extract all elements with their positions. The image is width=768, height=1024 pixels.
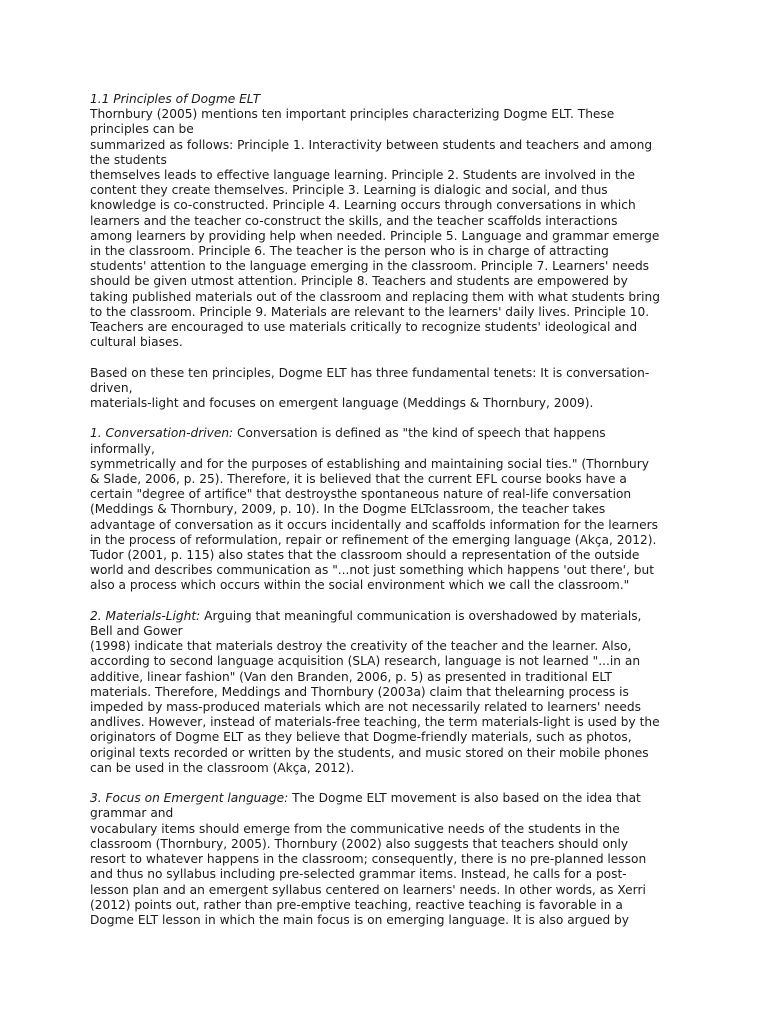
text-line: Dogme ELT lesson in which the main focus is on emerging language. It is also argued by	[90, 912, 629, 927]
tenets-paragraph	[90, 366, 690, 412]
text-line: additive, linear fashion" (Van den Branden, 2006, p. 5) as presented in traditional ELT	[90, 669, 612, 684]
text-line: & Slade, 2006, p. 25). Therefore, it is believed that the current EFL course books have a	[90, 472, 627, 487]
text-line: themselves leads to effective language learning. Principle 2. Students are involved in the	[90, 168, 635, 183]
text-line: andlives. However, instead of materials-free teaching, the term materials-light is used by the	[90, 715, 660, 730]
paragraph-gap	[90, 411, 690, 426]
text-line: impeded by mass-produced materials which are not necessarily related to learners' needs	[90, 700, 642, 715]
emergent-language-title: 3. Focus on Emergent language:	[90, 791, 289, 806]
text-line: (2012) points out, rather than pre-emptive teaching, reactive teaching is favorable in a	[90, 897, 623, 912]
text-line: also a process which occurs within the social environment which we call the classroom."	[90, 578, 630, 593]
conversation-driven-paragraph	[90, 426, 690, 593]
paragraph-first-line	[90, 609, 690, 624]
text-line: grammar and	[90, 806, 174, 821]
text-line: materials-light and focuses on emergent language (Meddings & Thornbury, 2009).	[90, 396, 594, 411]
text-line: summarized as follows: Principle 1. Interactivity between students and teachers and among	[90, 137, 653, 152]
text-line: certain "degree of artifice" that destroysthe spontaneous nature of real-life conversation	[90, 487, 632, 502]
text-line: classroom (Thornbury, 2005). Thornbury (2002) also suggests that teachers should only	[90, 836, 629, 851]
text-line: original texts recorded or written by the students, and music stored on their mobile phones	[90, 745, 649, 760]
text-line: (1998) indicate that materials destroy the creativity of the teacher and the learner. Also,	[90, 639, 632, 654]
text-line: taking published materials out of the classroom and replacing them with what students bring	[90, 289, 661, 304]
text-line: Teachers are encouraged to use materials critically to recognize students' ideological and	[90, 320, 638, 335]
paragraph-first-line	[90, 426, 690, 441]
paragraph-gap	[90, 350, 690, 365]
conversation-driven-title: 1. Conversation-driven:	[90, 426, 234, 441]
paragraph-first-line	[90, 791, 690, 806]
text-line: lesson plan and an emergent syllabus centered on learners' needs. In other words, as Xerri	[90, 882, 646, 897]
text-line: Bell and Gower	[90, 624, 183, 639]
text-line: and thus no syllabus including pre-selected grammar items. Instead, he calls for a post-	[90, 867, 627, 882]
text-line: in the classroom. Principle 6. The teacher is the person who is in charge of attracting	[90, 244, 609, 259]
text-line: according to second language acquisition (SLA) research, language is not learned "...in an	[90, 654, 641, 669]
text-line: Tudor (2001, p. 115) also states that the classroom should a representation of the outside	[90, 548, 640, 563]
text-line: Based on these ten principles, Dogme ELT has three fundamental tenets: It is conversation-	[90, 365, 650, 380]
text-line: Thornbury (2005) mentions ten important principles characterizing Dogme ELT. These	[90, 107, 615, 122]
text-line: the students	[90, 152, 167, 167]
materials-light-paragraph	[90, 609, 690, 776]
text-line: should be given utmost attention. Principle 8. Teachers and students are empowered by	[90, 274, 628, 289]
text-line: knowledge is co-constructed. Principle 4. Learning occurs through conversations in which	[90, 198, 636, 213]
text-line: driven,	[90, 380, 133, 395]
text-line: in the process of reformulation, repair or refinement of the emerging language (Akça, 2012).	[90, 532, 657, 547]
text-line: to the classroom. Principle 9. Materials are relevant to the learners' daily lives. Principle 10.	[90, 304, 650, 319]
text-line: informally,	[90, 441, 155, 456]
text-line: symmetrically and for the purposes of establishing and maintaining social ties." (Thornbury	[90, 456, 649, 471]
text-line: originators of Dogme ELT as they believe that Dogme-friendly materials, such as photos,	[90, 730, 632, 745]
text-line: world and describes communication as "...not just something which happens 'out there', but	[90, 563, 655, 578]
text-line: can be used in the classroom (Akça, 2012).	[90, 760, 355, 775]
text-line: (Meddings & Thornbury, 2009, p. 10). In the Dogme ELTclassroom, the teacher takes	[90, 502, 606, 517]
materials-light-title: 2. Materials-Light:	[90, 608, 201, 623]
text-line: among learners by providing help when needed. Principle 5. Language and grammar emerge	[90, 228, 660, 243]
section-heading: 1.1 Principles of Dogme ELT	[90, 92, 261, 106]
paragraph-gap	[90, 594, 690, 609]
first-line-text: Arguing that meaningful communication is overshadowed by materials,	[200, 608, 642, 623]
text-line: content they create themselves. Principle 3. Learning is dialogic and social, and thus	[90, 183, 608, 198]
text-line: advantage of conversation as it occurs incidentally and scaffolds information for the learners	[90, 517, 659, 532]
emergent-language-paragraph	[90, 791, 690, 928]
paragraph-gap	[90, 776, 690, 791]
intro-paragraph	[90, 107, 690, 350]
text-line: materials. Therefore, Meddings and Thornbury (2003a) claim that thelearning process is	[90, 684, 629, 699]
first-line-text: Conversation is defined as "the kind of speech that happens	[233, 426, 606, 441]
text-line: cultural biases.	[90, 335, 183, 350]
text-line: students' attention to the language emerging in the classroom. Principle 7. Learners' needs	[90, 259, 650, 274]
text-line: resort to whatever happens in the classroom; consequently, there is no pre-planned lesson	[90, 852, 647, 867]
text-line: learners and the teacher co-construct the skills, and the teacher scaffolds interactions	[90, 213, 618, 228]
text-line: principles can be	[90, 122, 194, 137]
text-line: vocabulary items should emerge from the communicative needs of the students in the	[90, 821, 620, 836]
document-page	[90, 92, 690, 928]
first-line-text: The Dogme ELT movement is also based on the idea that	[288, 791, 641, 806]
